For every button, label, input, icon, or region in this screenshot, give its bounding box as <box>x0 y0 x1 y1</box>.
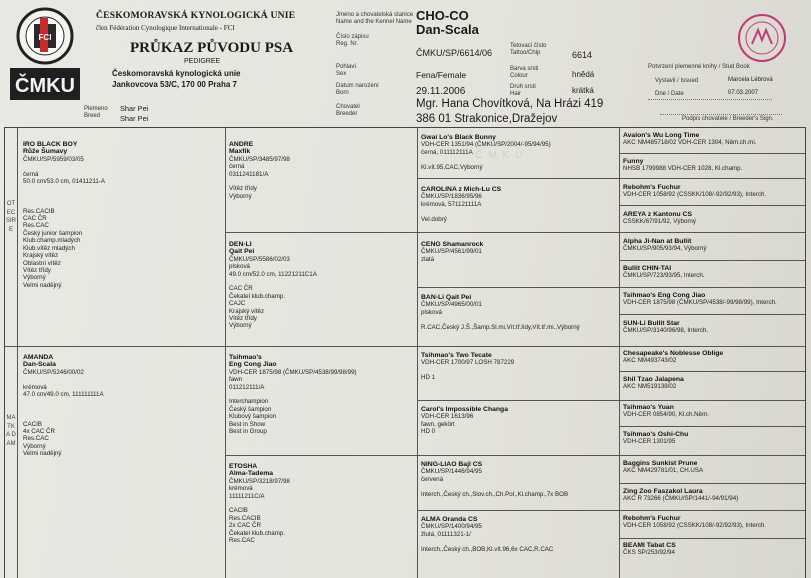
ggg-cell <box>623 488 738 503</box>
dog-tattoo: 6614 <box>572 50 593 60</box>
grandparent-cell <box>229 141 290 200</box>
detail-line: Interchampion <box>229 398 269 406</box>
grandparent-kennel: Eng Cong Jiao <box>229 361 277 369</box>
grandparent-name: Tsihmao's <box>229 354 262 361</box>
detail-line: černá, 011112111A <box>421 148 473 156</box>
ggg-cell <box>623 542 676 557</box>
logo-fci-text: FCI <box>38 33 52 42</box>
detail-line: krémová <box>23 383 47 391</box>
stud-book-stamp <box>736 12 788 64</box>
issued-value: Marcela Lébrová <box>728 77 773 83</box>
detail-line: ČMKU/SP/1400/94/95 <box>421 523 482 531</box>
detail-line: zlatá <box>421 255 435 263</box>
colour-label-en: Colour <box>510 73 528 79</box>
detail-line: Český junior šampion <box>23 229 83 237</box>
org-fci-membership: člen Fédération Cynologique Internationale - FCI <box>96 24 235 32</box>
detail-line: ČMKU/SP/3485/97/98 <box>229 155 290 163</box>
breed-value-en: Shar Pei <box>120 114 149 123</box>
detail-line: ČMKU/SP/1836/95/96 <box>421 193 482 201</box>
ggg-cell <box>623 460 703 475</box>
ggg-name: Chesapeake's Noblesse Oblige <box>623 350 724 357</box>
tattoo-label-en: Tattoo/Chip <box>510 50 541 56</box>
ggg-name: Rebohm's Fuchur <box>623 184 681 191</box>
detail-line: CAJC <box>229 300 246 308</box>
ggg-reg: CSSKK/67/91/92, Výborný <box>623 218 696 226</box>
ggg-cell <box>623 238 707 253</box>
detail-line: ČMKU/SP/1446/94/95 <box>421 468 482 476</box>
date-underline <box>648 99 772 100</box>
detail-line: 011212111/A <box>229 383 265 391</box>
detail-line: Čekatel klub.champ. <box>229 529 286 537</box>
row-divider <box>417 510 805 511</box>
grandparent-details <box>229 156 290 200</box>
ggg-cell <box>623 292 777 307</box>
detail-line: Výborný <box>23 442 46 450</box>
great-grandparent-details <box>421 301 580 331</box>
detail-line: Vítěz třídy <box>229 185 257 193</box>
born-label: Datum narození <box>336 83 379 89</box>
detail-line: ČMKU/SP/4965/00/01 <box>421 301 482 309</box>
sign-underline <box>660 114 782 115</box>
detail-line: VDH-CER 1351/94 (ČMKU/SP/2004/-95/94/95) <box>421 141 551 149</box>
grandparent-kennel: Maxfik <box>229 148 251 156</box>
col-divider <box>225 128 226 578</box>
col-divider <box>17 128 18 578</box>
detail-line: Klubový šampion <box>229 413 277 421</box>
great-grandparent-name: Tsihmao's Two Tecate <box>421 352 492 359</box>
grandparent-name: ANDRE <box>229 141 254 148</box>
stud-book-label: Potvrzení plemenné knihy / Stud Book <box>648 64 750 70</box>
detail-line: CAC ČR <box>23 215 47 223</box>
ggg-cell <box>623 404 709 419</box>
great-grandparent-cell <box>421 186 501 223</box>
detail-line <box>421 316 580 323</box>
detail-line: Český šampion <box>229 405 272 413</box>
dam-kennel: Dan-Scala <box>23 361 56 369</box>
detail-line: fawn, gekört <box>421 420 455 428</box>
dog-sex: Fena/Female <box>416 70 467 80</box>
detail-line: černá <box>229 163 245 171</box>
great-grandparent-cell <box>421 406 508 436</box>
breed-label: Plemeno <box>84 106 108 112</box>
breed-value: Shar Pei <box>120 104 149 113</box>
dog-hair: krátká <box>572 86 594 95</box>
issuer-name: Českomoravská kynologická unie <box>112 69 241 78</box>
reg-label-en: Reg. Nr. <box>336 41 359 47</box>
ggg-cell <box>623 184 766 199</box>
detail-line: Krajský vítěz <box>23 252 59 260</box>
tattoo-label: Tetovací číslo <box>510 43 547 49</box>
ggg-reg: ČKS SP/253/92/94 <box>623 549 675 557</box>
detail-line <box>229 391 357 398</box>
ggg-reg: VDH-CER 1875/98 (ČMKU/SP/4538/-99/98/99), Interch. <box>623 299 777 307</box>
great-grandparent-cell <box>421 241 483 263</box>
ggg-name: Zing Zoo Faszakol Laura <box>623 488 703 495</box>
detail-line: Velmi nadějný <box>23 450 62 458</box>
great-grandparent-details <box>421 193 501 223</box>
great-grandparent-cell <box>421 352 514 382</box>
dog-kennel: Dan-Scala <box>416 22 479 37</box>
detail-line: Výborný <box>23 274 46 282</box>
detail-line: ČMKU/SP/5586/02/03 <box>229 255 290 263</box>
colour-label: Barva srsti <box>510 66 539 72</box>
detail-line: ČMKU/SP/5246/00/02 <box>23 368 84 376</box>
detail-line: Čekatel klub.champ. <box>229 292 286 300</box>
detail-line: žlutá, 01111321-1/ <box>421 530 471 538</box>
detail-line: R.CAC,Český J.Š.,Šamp.Sl.mi,Vít.tř.lídy,Vít.tř.mi.,Výborný <box>421 323 580 331</box>
ggg-reg: VDH-CER 0854/90, Kl.ch.Něm. <box>623 411 709 419</box>
ggg-reg: AKC R 73266 (ČMKU/SP/1441/-94/91/94) <box>623 495 739 503</box>
grandparent-name: DEN-LI <box>229 241 252 248</box>
detail-line <box>421 208 501 215</box>
detail-line: Výborný <box>229 192 252 200</box>
great-grandparent-name: Gwai Lo's Black Bunny <box>421 134 496 141</box>
detail-line: Res.CAC <box>229 537 255 545</box>
detail-line: Klub.vítěz mladých <box>23 244 75 252</box>
great-grandparent-details <box>421 359 514 381</box>
born-label-en: Born <box>336 90 349 96</box>
ggg-cell <box>623 158 742 173</box>
dog-colour: hnědá <box>572 70 595 79</box>
date-label: Dne / Date <box>655 91 684 97</box>
sire-name: IRO BLACK BOY <box>23 141 78 148</box>
row-divider <box>619 371 805 372</box>
detail-line: plsková <box>229 263 250 271</box>
ggg-name: Bullit CHIN-TAI <box>623 265 672 272</box>
name-label-en: Name and the Kennel Name <box>336 19 412 25</box>
detail-line: ČMKU/SP/4561/99/01 <box>421 248 482 256</box>
sire-dam-divider <box>5 346 805 347</box>
detail-line: VDH-CER 1700/97 LOSH 787229 <box>421 359 515 367</box>
ggg-name: Tsihmao's Yuan <box>623 404 674 411</box>
detail-line <box>23 406 104 413</box>
ggg-reg: VDH-CER 1058/92 (CSSKK/108/-92/92/93), Interch. <box>623 191 767 199</box>
row-divider <box>619 538 805 539</box>
dog-reg: ČMKU/SP/6614/06 <box>416 48 493 58</box>
dog-born: 29.11.2006 <box>416 86 466 97</box>
detail-line: Res.CACIB <box>23 207 55 215</box>
ggg-cell <box>623 515 766 530</box>
detail-line: fawn <box>229 376 243 384</box>
great-grandparent-name: Carol's Impossible Changa <box>421 406 508 413</box>
row-divider <box>225 455 805 456</box>
detail-line: 50.0 cm/53.0 cm, 01411211-A <box>23 178 105 186</box>
detail-line: 11111211C/A <box>229 492 265 500</box>
detail-line: CACIB <box>229 507 248 515</box>
ggg-cell <box>623 376 684 391</box>
detail-line <box>229 278 317 285</box>
row-divider <box>619 205 805 206</box>
detail-line: Kl.vít.95,CAC,Výborný <box>421 163 483 171</box>
detail-line: Best in Show <box>229 420 266 428</box>
great-grandparent-details <box>421 248 483 263</box>
issued-label: Vystavil / Issued <box>655 78 699 84</box>
ggg-reg: NHSB 1799988 VDH-CER 1028, Kl.champ. <box>623 165 743 173</box>
ggg-reg: ČMKU/SP/723/93/95, Interch. <box>623 272 705 280</box>
detail-line: červená <box>421 475 444 483</box>
ggg-reg: ČMKU/SP/3140/96/98, Interch. <box>623 327 708 335</box>
row-divider <box>619 260 805 261</box>
sire-kennel: Růže Šumavy <box>23 148 68 156</box>
grandparent-details <box>229 369 357 436</box>
breed-label-en: Breed <box>84 113 101 119</box>
detail-line: ČMKU/SP/3218/97/98 <box>229 477 290 485</box>
sex-label-en: Sex <box>336 71 347 77</box>
row-divider <box>417 287 805 288</box>
name-label: Jméno a chovatelská stanice <box>336 12 414 18</box>
detail-line: VDH-CER 1875/98 (ČMKU/SP/4538/99/98/99) <box>229 368 357 376</box>
row-divider <box>417 400 805 401</box>
great-grandparent-name: ALMA Oranda CS <box>421 516 478 523</box>
dam-details <box>23 369 104 458</box>
sire-cell <box>23 141 105 289</box>
dam-name: AMANDA <box>23 354 54 361</box>
detail-line <box>23 376 104 383</box>
detail-line: Výborný <box>229 322 252 330</box>
detail-line: CACIB <box>23 420 42 428</box>
detail-line: 0311241181/A <box>229 170 269 178</box>
doc-subtitle: PEDIGREE <box>184 58 221 65</box>
detail-line: Res.CAC <box>23 435 49 443</box>
detail-line: 47.0 cm/49.0 cm, 111111111A <box>23 391 104 399</box>
great-grandparent-name: BAN-Li Qait Pei <box>421 294 472 301</box>
pedigree-table <box>4 127 806 578</box>
row-divider <box>619 426 805 427</box>
row-divider <box>225 232 805 233</box>
breeder-sign-label: Podpis chovatele / Breeder's Sign. <box>682 116 774 122</box>
breeder-line-2: 386 01 Strakonice,Dražejov <box>416 113 558 125</box>
row-divider <box>619 153 805 154</box>
ggg-name: Tsihmao's Eng Cong Jiao <box>623 292 706 299</box>
great-grandparent-name: CENG Shamanrock <box>421 241 484 248</box>
great-grandparent-details <box>421 523 553 553</box>
detail-line: krémová <box>229 485 253 493</box>
detail-line <box>23 398 104 405</box>
great-grandparent-name: CAROLINA z Mich-Lu CS <box>421 186 502 193</box>
ggg-name: AREYA z Kantonu CS <box>623 211 692 218</box>
date-value: 07.03.2007 <box>728 90 759 96</box>
row-divider <box>619 483 805 484</box>
logo-cmku-text: ČMKU <box>15 75 75 97</box>
grandparent-details <box>229 256 317 330</box>
detail-line: Best in Group <box>229 428 267 436</box>
grandparent-kennel: Qait Pei <box>229 248 255 256</box>
sire-side-label: OTEC SIRE <box>6 201 17 233</box>
grandparent-cell <box>229 241 317 330</box>
detail-line: Vítěz třídy <box>23 266 51 274</box>
dam-cell <box>23 354 104 458</box>
reg-label: Číslo zápisu <box>336 34 369 40</box>
fci-logo <box>6 6 84 114</box>
detail-line: 2x CAC ČR <box>229 522 261 530</box>
row-divider <box>619 314 805 315</box>
detail-line <box>421 483 568 490</box>
row-divider <box>417 178 805 179</box>
great-grandparent-cell <box>421 294 580 331</box>
detail-line: Interch.,Český ch.,BOB,Kl.vít.96,6x CAC,R.CAC <box>421 545 554 553</box>
breeder-label-en: Breeder <box>336 111 358 117</box>
detail-line <box>229 178 290 185</box>
detail-line: Vítěz třídy <box>229 315 257 323</box>
grandparent-cell <box>229 354 357 435</box>
doc-title: PRŮKAZ PŮVODU PSA <box>130 40 294 56</box>
great-grandparent-details <box>421 413 508 435</box>
detail-line <box>23 163 105 170</box>
ggg-cell <box>623 132 756 147</box>
detail-line: VDH-CER 1613/96 <box>421 413 474 421</box>
background-watermark: ČMKU <box>475 150 529 161</box>
ggg-name: Tsihmao's Oshi-Chu <box>623 431 689 438</box>
org-name: ČESKOMORAVSKÁ KYNOLOGICKÁ UNIE <box>96 10 296 21</box>
great-grandparent-details <box>421 468 568 498</box>
ggg-cell <box>623 211 696 226</box>
ggg-name: SUN-Li Bullit Star <box>623 320 680 327</box>
grandparent-kennel: Alma-Tadema <box>229 470 274 478</box>
ggg-name: Funny <box>623 158 644 165</box>
detail-line <box>23 200 105 207</box>
breeder-line-1: Mgr. Hana Chovítková, Na Hrázi 419 <box>416 98 604 110</box>
great-grandparent-name: NING-LIAO Bajl CS <box>421 461 483 468</box>
hair-label-en: Hair <box>510 91 522 97</box>
ggg-name: Avalon's Wu Long Time <box>623 132 700 139</box>
ggg-cell <box>623 320 708 335</box>
detail-line: Interch.,Český ch.,Slov.ch.,Ch.Pol.,Kl.champ.,7x BOB <box>421 490 569 498</box>
dam-side-label: MATKA DAM <box>6 415 16 447</box>
detail-line: černá <box>23 170 39 178</box>
detail-line: 4x CAC ČR <box>23 428 55 436</box>
ggg-reg: VDH-CER 1058/92 (CSSKK/108/-92/92/93), Interch. <box>623 522 767 530</box>
ggg-name: Rebohm's Fuchur <box>623 515 681 522</box>
detail-line <box>229 500 290 507</box>
detail-line: Oblastní vítěz <box>23 259 61 267</box>
ggg-reg: AKC NM519138/02 <box>623 383 677 391</box>
detail-line: Res.CACIB <box>229 514 261 522</box>
detail-line: CAC ČR <box>229 285 253 293</box>
detail-line: Res.CAC <box>23 222 49 230</box>
detail-line: Krajský vítěz <box>229 307 265 315</box>
sire-details <box>23 156 105 289</box>
detail-line <box>23 185 105 192</box>
sex-label: Pohlaví <box>336 64 357 70</box>
ggg-reg: AKC NM429781/01, CH.USA <box>623 467 704 475</box>
detail-line <box>23 193 105 200</box>
detail-line <box>421 367 514 374</box>
detail-line: Vel.dobrý <box>421 215 447 223</box>
grandparent-cell <box>229 463 290 544</box>
grandparent-details <box>229 478 290 545</box>
detail-line: 49.0 cm/52.0 cm, 11221211C1A <box>229 270 317 278</box>
ggg-reg: ČMKU/SP/905/93/94, Výborný <box>623 245 707 253</box>
detail-line: HD 0 <box>421 428 436 436</box>
ggg-cell <box>623 265 705 280</box>
great-grandparent-cell <box>421 461 568 498</box>
ggg-name: Baggins Sunkist Prune <box>623 460 698 467</box>
issuer-address: Jankovcova 53/C, 170 00 Praha 7 <box>112 80 237 89</box>
detail-line <box>421 538 553 545</box>
ggg-cell <box>623 350 723 365</box>
ggg-reg: AKC NM485718/02 VDH-CER 1304, Něm.ch.mi. <box>623 139 757 147</box>
ggg-cell <box>623 431 688 446</box>
ggg-reg: AKC NM493743/02 <box>623 357 677 365</box>
detail-line: ČMKU/SP/5959/03/05 <box>23 155 84 163</box>
detail-line: HD 1 <box>421 374 436 382</box>
breeder-label: Chovatel <box>336 104 360 110</box>
great-grandparent-cell <box>421 516 553 553</box>
detail-line <box>23 413 104 420</box>
hair-label: Druh srsti <box>510 84 536 90</box>
detail-line: Velmi nadějný <box>23 281 62 289</box>
ggg-reg: VDH-CER 1301/95 <box>623 438 676 446</box>
dog-name: CHO-CO <box>416 8 469 23</box>
detail-line: Klub.champ.mladých <box>23 237 81 245</box>
ggg-name: Shil Tzao Jalapena <box>623 376 684 383</box>
ggg-name: Alpha Ji-Nan at Bullit <box>623 238 692 245</box>
detail-line: krémová, 571121111A <box>421 200 482 208</box>
grandparent-name: ETOSHA <box>229 463 258 470</box>
ggg-name: BEAMI Tabat CS <box>623 542 676 549</box>
detail-line: plsková <box>421 308 442 316</box>
